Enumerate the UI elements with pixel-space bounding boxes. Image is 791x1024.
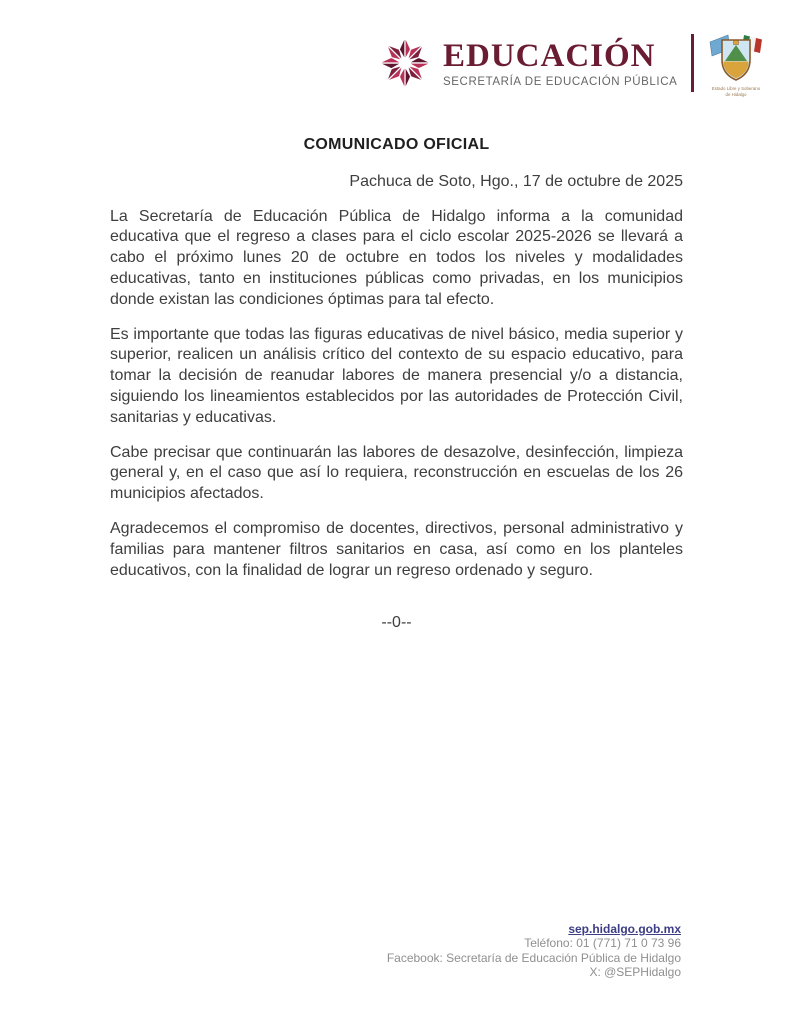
document-title: COMUNICADO OFICIAL xyxy=(303,136,490,153)
footer xyxy=(387,922,681,980)
document-content xyxy=(110,135,683,634)
sep-brand-block xyxy=(443,39,679,88)
sep-subtitle: SECRETARÍA DE EDUCACIÓN PÚBLICA xyxy=(443,75,678,88)
emblem-caption-line1: Estado Libre y Soberano xyxy=(711,86,761,91)
footer-phone: Teléfono: 01 (771) 71 0 73 96 xyxy=(524,936,681,951)
end-mark: --0-- xyxy=(381,614,412,632)
footer-facebook: Facebook: Secretaría de Educación Pública de Hidalgo xyxy=(386,950,681,965)
body-paragraph: Agradecemos el compromiso de docentes, directivos, personal administrativo y familias para mantener filtros sanitarios en casa, así como en los planteles educativos, con la finalidad de lograr un regreso ordenado y seguro. xyxy=(110,519,683,579)
footer-x-handle: X: @SEPHidalgo xyxy=(589,965,681,980)
footer-website-row xyxy=(387,922,681,936)
sep-wordmark: EDUCACIÓN xyxy=(443,37,656,74)
dateline: Pachuca de Soto, Hgo., 17 de octubre de 2025 xyxy=(349,172,683,190)
emblem-caption-line2: de Hidalgo xyxy=(725,92,747,97)
website-link[interactable]: sep.hidalgo.gob.mx xyxy=(568,922,681,936)
sep-star-icon xyxy=(376,34,434,92)
body-paragraph: Es importante que todas las figuras educativas de nivel básico, media superior y superior, realicen un análisis crítico del contexto de su espacio educativo, para tomar la decisión de reanudar labores de manera presencial y/o a distancia, siguiendo los lineamientos establecidos por las autoridades de Protección Civil, sanitarias y educativas. xyxy=(110,325,683,426)
header-divider xyxy=(691,34,694,92)
header xyxy=(376,27,766,99)
hidalgo-coat-of-arms-icon xyxy=(706,30,766,100)
body-paragraph: La Secretaría de Educación Pública de Hidalgo informa a la comunidad educativa que el regreso a clases para el ciclo escolar 2025-2026 se llevará a cabo el próximo lunes 20 de octubre en todos los niveles y modalidades educativas, tanto en instituciones públicas como privadas, en los municipios donde existan las condiciones óptimas para tal efecto. xyxy=(110,207,683,308)
body-paragraph: Cabe precisar que continuarán las labores de desazolve, desinfección, limpieza general y, en el caso que así lo requiera, reconstrucción en escuelas de los 26 municipios afectados. xyxy=(110,443,683,503)
